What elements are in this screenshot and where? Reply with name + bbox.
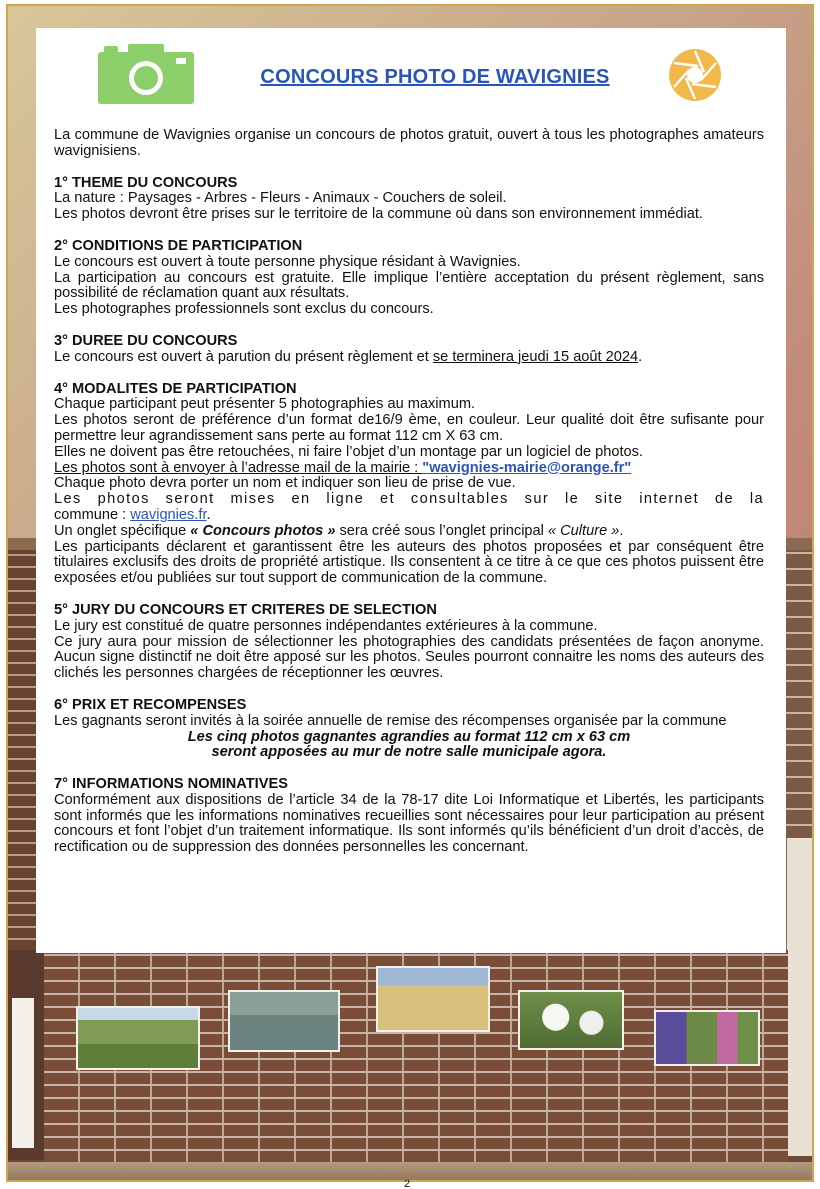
aperture-icon: [668, 48, 722, 102]
paragraph: Les gagnants seront invités à la soirée annuelle de remise des récompenses organisée par la commune: [54, 712, 727, 729]
wall-photo-ducks: [228, 990, 340, 1052]
section-heading: 2° CONDITIONS DE PARTICIPATION: [54, 237, 303, 254]
paragraph: Elles ne doivent pas être retouchées, ni faire l’objet d’un montage par un logiciel de photos.: [54, 443, 643, 460]
text-span: .: [619, 522, 624, 539]
section-heading: 7° INFORMATIONS NOMINATIVES: [54, 776, 288, 793]
text-span: .: [206, 506, 211, 523]
wall-photo-park: [76, 1006, 200, 1070]
section-heading: 5° JURY DU CONCOURS ET CRITERES DE SELECTION: [54, 601, 437, 618]
floor: [8, 1162, 814, 1182]
paragraph: [54, 350, 764, 366]
left-door: [8, 950, 48, 1160]
section-conditions: [54, 239, 764, 318]
paragraph: Les photos devront être prises sur le territoire de la commune où dans son environnement immédiat.: [54, 206, 703, 223]
prize-highlight: seront apposées au mur de notre salle municipale agora.: [211, 744, 607, 761]
paragraph: Les photographes professionnels sont exclus du concours.: [54, 301, 434, 318]
page-number: 2: [404, 1180, 411, 1189]
section-modalities: [54, 382, 764, 587]
section-prizes: [54, 698, 764, 761]
paragraph: [54, 461, 764, 477]
text-span: sera créé sous l’onglet principal: [335, 522, 548, 539]
section-theme: [54, 176, 764, 223]
text-span: commune :: [54, 506, 131, 523]
paragraph: Les photos seront de préférence d’un format de16/9 ème, en couleur. Leur qualité doit être sufisante pour permettre leur agrandissement sans perte au format 112 cm X 63 cm.: [54, 412, 764, 444]
email-link[interactable]: "wavignies-mairie@orange.fr": [422, 459, 632, 476]
website-link[interactable]: wavignies.fr: [130, 506, 207, 523]
paragraph: Ce jury aura pour mission de sélectionner les photographies des candidats présentées de façon anonyme. Aucun signe distinctif ne doit être apposé sur les photos. Seules pourront connaitre les noms des auteurs des clichés les personnes chargées de réceptionner les œuvres.: [54, 633, 764, 682]
paragraph: La participation au concours est gratuite. Elle implique l’entière acceptation du présent règlement, sans possibilité de réclamation quant aux résultats.: [54, 269, 764, 302]
tab-name: « Concours photos »: [190, 522, 336, 539]
wall-photo-flowers: [654, 1010, 760, 1066]
paragraph: Le concours est ouvert à toute personne physique résidant à Wavignies.: [54, 253, 521, 270]
paragraph: [54, 524, 764, 540]
paragraph: [54, 508, 764, 524]
paragraph: Le jury est constitué de quatre personnes indépendantes extérieures à la commune.: [54, 617, 598, 634]
section-heading: 1° THEME DU CONCOURS: [54, 174, 238, 191]
prize-highlight: Les cinq photos gagnantes agrandies au format 112 cm x 63 cm: [187, 728, 631, 745]
paragraph: Les participants déclarent et garantissent être les auteurs des photos proposées et par conséquent être titulaires exclusifs des droits de propriété artistique. Ils consentent à ce titre à ce que ces photos puissent être exposées et/ou publiées sur tout support de communication de la commune.: [54, 538, 764, 587]
right-door-panel: [784, 838, 814, 1156]
end-date: se terminera jeudi 15 août 2024: [432, 348, 639, 365]
intro-paragraph: La commune de Wavignies organise un concours de photos gratuit, ouvert à tous les photographes amateurs wavignisiens.: [54, 127, 764, 159]
text-span: Les photos sont à envoyer à l’adresse mail de la mairie :: [54, 459, 423, 476]
paragraph: Les photos seront mises en ligne et consultables sur le site internet de la: [54, 491, 764, 508]
section-heading: 3° DUREE DU CONCOURS: [54, 332, 238, 349]
paragraph: La nature : Paysages - Arbres - Fleurs - Animaux - Couchers de soleil.: [54, 190, 507, 207]
text-span: Un onglet spécifique: [54, 522, 191, 539]
paragraph: Conformément aux dispositions de l’article 34 de la 78-17 dite Loi Informatique et Libertés, les participants sont informés que les informations nominatives recueillies sont nécessaires pour leur participation au présent concours et font l’objet d’un traitement informatique. Ils sont informés qu’ils bénéficient d’un droit d’accès, de rectification ou de suppression des données personnelles les concernant.: [54, 791, 764, 856]
paragraph: Chaque photo devra porter un nom et indiquer son lieu de prise de vue.: [54, 475, 516, 492]
section-heading: 4° MODALITES DE PARTICIPATION: [54, 380, 297, 397]
section-jury: [54, 603, 764, 682]
section-personal-data: [54, 777, 764, 856]
section-duration: [54, 334, 764, 366]
page-title: CONCOURS PHOTO DE WAVIGNIES: [260, 66, 610, 88]
text-span: Le concours est ouvert à parution du présent règlement et: [54, 348, 433, 365]
wall-photo-hydrangeas: [518, 990, 624, 1050]
wall-photo-wheat-field: [376, 966, 490, 1032]
camera-icon: [98, 44, 194, 104]
rules-document: [36, 28, 786, 953]
section-heading: 6° PRIX ET RECOMPENSES: [54, 696, 247, 713]
text-span: .: [638, 348, 643, 365]
document-header: [36, 28, 786, 120]
right-brick-wall: [786, 550, 814, 840]
tab-name: « Culture »: [547, 522, 620, 539]
left-door-glass: [12, 998, 34, 1148]
document-body: [54, 128, 764, 856]
paragraph: Chaque participant peut présenter 5 photographies au maximum.: [54, 396, 476, 413]
